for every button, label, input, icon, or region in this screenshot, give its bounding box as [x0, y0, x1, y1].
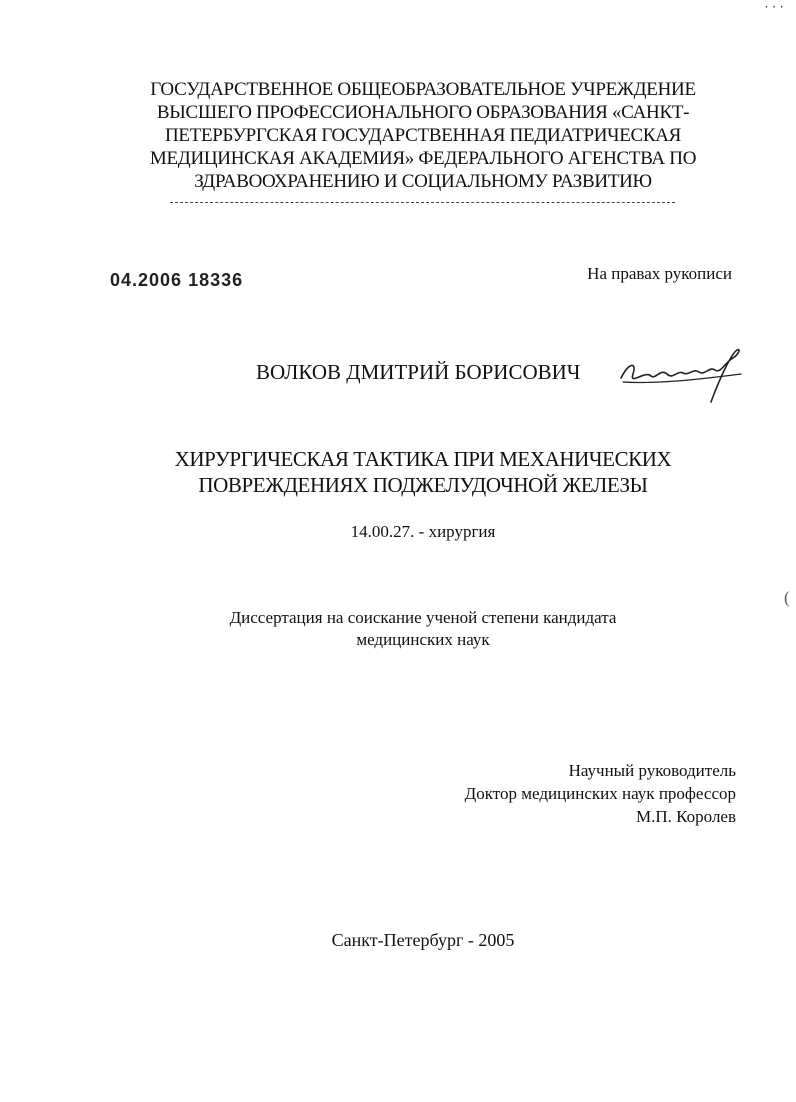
supervisor-block: [465, 759, 736, 828]
degree-statement: [130, 607, 716, 651]
rights-notice: На правах рукописи: [587, 264, 732, 283]
institution-header: [130, 78, 716, 193]
place-and-year: Санкт-Петербург - 2005: [331, 930, 515, 950]
dissertation-title: [110, 446, 736, 498]
degree-line: медицинских наук: [356, 630, 490, 649]
signature-stroke: [621, 350, 739, 402]
header-divider: [170, 202, 675, 203]
degree-line: Диссертация на соискание ученой степени кандидата: [229, 608, 617, 627]
author-signature: [615, 340, 755, 410]
specialty-code: 14.00.27. - хирургия: [350, 522, 496, 541]
archive-stamp-number: 04.2006 18336: [110, 270, 244, 290]
supervisor-line: М.П. Королев: [636, 807, 736, 826]
institution-line: ГОСУДАРСТВЕННОЕ ОБЩЕОБРАЗОВАТЕЛЬНОЕ УЧРЕЖДЕНИЕ: [150, 79, 696, 100]
institution-line: МЕДИЦИНСКАЯ АКАДЕМИЯ» ФЕДЕРАЛЬНОГО АГЕНСТВА ПО: [149, 148, 697, 169]
corner-scan-mark: ···: [763, 2, 786, 14]
institution-line: ПЕТЕРБУРГСКАЯ ГОСУДАРСТВЕННАЯ ПЕДИАТРИЧЕСКАЯ: [164, 125, 682, 146]
institution-line: ВЫСШЕГО ПРОФЕССИОНАЛЬНОГО ОБРАЗОВАНИЯ «САНКТ-: [156, 102, 690, 123]
institution-line: ЗДРАВООХРАНЕНИЮ И СОЦИАЛЬНОМУ РАЗВИТИЮ: [194, 171, 652, 192]
title-line: ХИРУРГИЧЕСКАЯ ТАКТИКА ПРИ МЕХАНИЧЕСКИХ: [174, 447, 672, 471]
signature-underline: [623, 374, 741, 383]
margin-mark: (: [784, 588, 790, 607]
title-line: ПОВРЕЖДЕНИЯХ ПОДЖЕЛУДОЧНОЙ ЖЕЛЕЗЫ: [198, 473, 648, 497]
supervisor-line: Научный руководитель: [568, 761, 736, 780]
supervisor-line: Доктор медицинских наук профессор: [464, 784, 736, 803]
author-name: ВОЛКОВ ДМИТРИЙ БОРИСОВИЧ: [256, 360, 581, 384]
